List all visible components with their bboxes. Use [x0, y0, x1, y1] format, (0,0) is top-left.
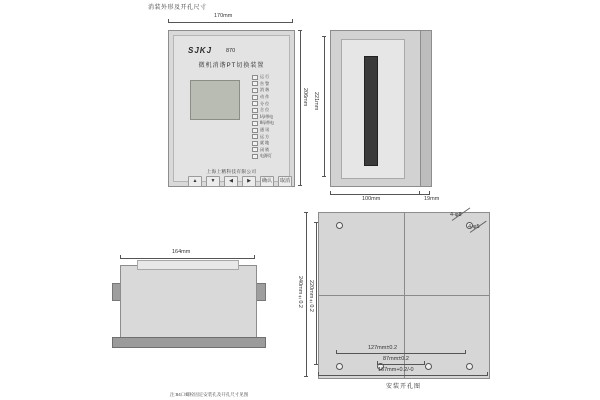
list-item: 就 地	[252, 140, 292, 147]
tick	[298, 30, 302, 31]
tick	[254, 255, 255, 259]
dimension-cutout-height: 240mm±0.2	[297, 276, 303, 308]
tick	[292, 19, 293, 23]
brand-logo: SJKJ	[188, 46, 213, 55]
tick	[336, 350, 337, 354]
bottom-view-body	[120, 265, 257, 339]
button-down[interactable]: ▼	[206, 176, 220, 187]
led-icon	[252, 81, 258, 86]
tick	[304, 212, 308, 213]
tick	[322, 176, 326, 177]
footnote: 注:84口螺栓固定安装孔及开孔尺寸见图	[170, 392, 249, 397]
dimension-line-front-height	[300, 30, 301, 185]
led-icon	[252, 141, 258, 146]
tick	[424, 361, 425, 365]
list-item: 电源灯	[252, 153, 292, 160]
led-icon	[252, 114, 258, 119]
keypad[interactable]	[188, 176, 292, 187]
dimension-inner-height: 220mm±0.2	[308, 280, 314, 312]
list-item: 通 讯	[252, 127, 292, 134]
front-panel-view	[168, 30, 295, 187]
dimension-line-inner-width	[336, 353, 466, 354]
tick	[318, 372, 319, 376]
tick	[314, 222, 318, 223]
list-item: Ⅰ母带电	[252, 114, 292, 121]
list-item: 分 位	[252, 100, 292, 107]
dimension-line-cutout-height	[306, 212, 307, 377]
dimension-side-depth: 100mm	[362, 196, 381, 202]
mounting-hole	[336, 363, 343, 370]
button-cancel[interactable]: 取消	[278, 176, 292, 187]
dimension-side-height: 221mm	[313, 92, 319, 111]
tick	[465, 350, 466, 354]
mounting-hole	[466, 363, 473, 370]
dimension-hole-span: 87mm±0.2	[383, 356, 409, 362]
hole-note-1: 4-φ8	[450, 212, 462, 218]
page-title: 消装外形及开孔尺寸	[148, 5, 207, 11]
bottom-view-base	[112, 337, 266, 348]
list-item: 告 警	[252, 81, 292, 88]
bottom-view-lip	[137, 260, 239, 270]
front-panel-face	[173, 35, 290, 182]
list-item: 运 行	[252, 74, 292, 81]
tick	[120, 255, 121, 259]
dimension-line-side-height	[324, 36, 325, 176]
mounting-hole	[336, 222, 343, 229]
tick	[487, 372, 488, 376]
tick	[304, 376, 308, 377]
side-view-flange	[420, 30, 432, 187]
panel-title: 微机消谐PT切换装置	[198, 63, 265, 69]
dimension-line-inner-height	[316, 222, 317, 365]
dimension-line-bottom-width	[120, 258, 255, 259]
led-icon	[252, 128, 258, 133]
led-icon	[252, 101, 258, 106]
dimension-line-side-depth	[330, 194, 420, 195]
dimension-front-height: 206mm	[302, 88, 308, 107]
list-item: 远 方	[252, 133, 292, 140]
dimension-line-front-width	[168, 22, 293, 23]
led-icon	[252, 95, 258, 100]
lcd-display	[190, 80, 240, 120]
tick	[314, 364, 318, 365]
model-number: 870	[226, 48, 236, 54]
cutout-caption: 安装开孔图	[386, 384, 422, 390]
list-item: 闭 锁	[252, 147, 292, 154]
button-left[interactable]: ◀	[224, 176, 238, 187]
dimension-flange: 19mm	[424, 196, 440, 202]
list-item: Ⅱ母带电	[252, 120, 292, 127]
led-icon	[252, 108, 258, 113]
side-view	[330, 30, 424, 187]
dimension-cutout-width: 167mm+0.2/-0	[378, 367, 414, 373]
list-item: 动 作	[252, 94, 292, 101]
tick	[377, 361, 378, 365]
list-item: 合 位	[252, 107, 292, 114]
dimension-front-width: 170mm	[214, 13, 233, 19]
led-icon	[252, 75, 258, 80]
button-confirm[interactable]: 确认	[260, 176, 274, 187]
tick	[168, 19, 169, 23]
tick	[322, 36, 326, 37]
led-icon	[252, 121, 258, 126]
led-icon	[252, 154, 258, 159]
mounting-hole	[425, 363, 432, 370]
side-view-slot	[364, 56, 378, 166]
dimension-inner-width: 127mm±0.2	[368, 345, 398, 351]
company-name: 上海上精科技有限公司	[206, 169, 257, 174]
tick	[298, 185, 302, 186]
led-icon	[252, 147, 258, 152]
dimension-line-hole-span	[377, 364, 425, 365]
hole-note-2: 4-φ5	[468, 224, 480, 230]
led-icon	[252, 88, 258, 93]
side-view-inner	[341, 39, 405, 179]
button-right[interactable]: ▶	[242, 176, 256, 187]
tick	[429, 191, 430, 195]
dimension-bottom-width: 164mm	[172, 249, 191, 255]
tick	[330, 191, 331, 195]
list-item: 消 谐	[252, 87, 292, 94]
button-up[interactable]: ▲	[188, 176, 202, 187]
led-indicator-list	[252, 74, 292, 160]
dimension-line-cutout-width	[318, 375, 488, 376]
led-icon	[252, 134, 258, 139]
